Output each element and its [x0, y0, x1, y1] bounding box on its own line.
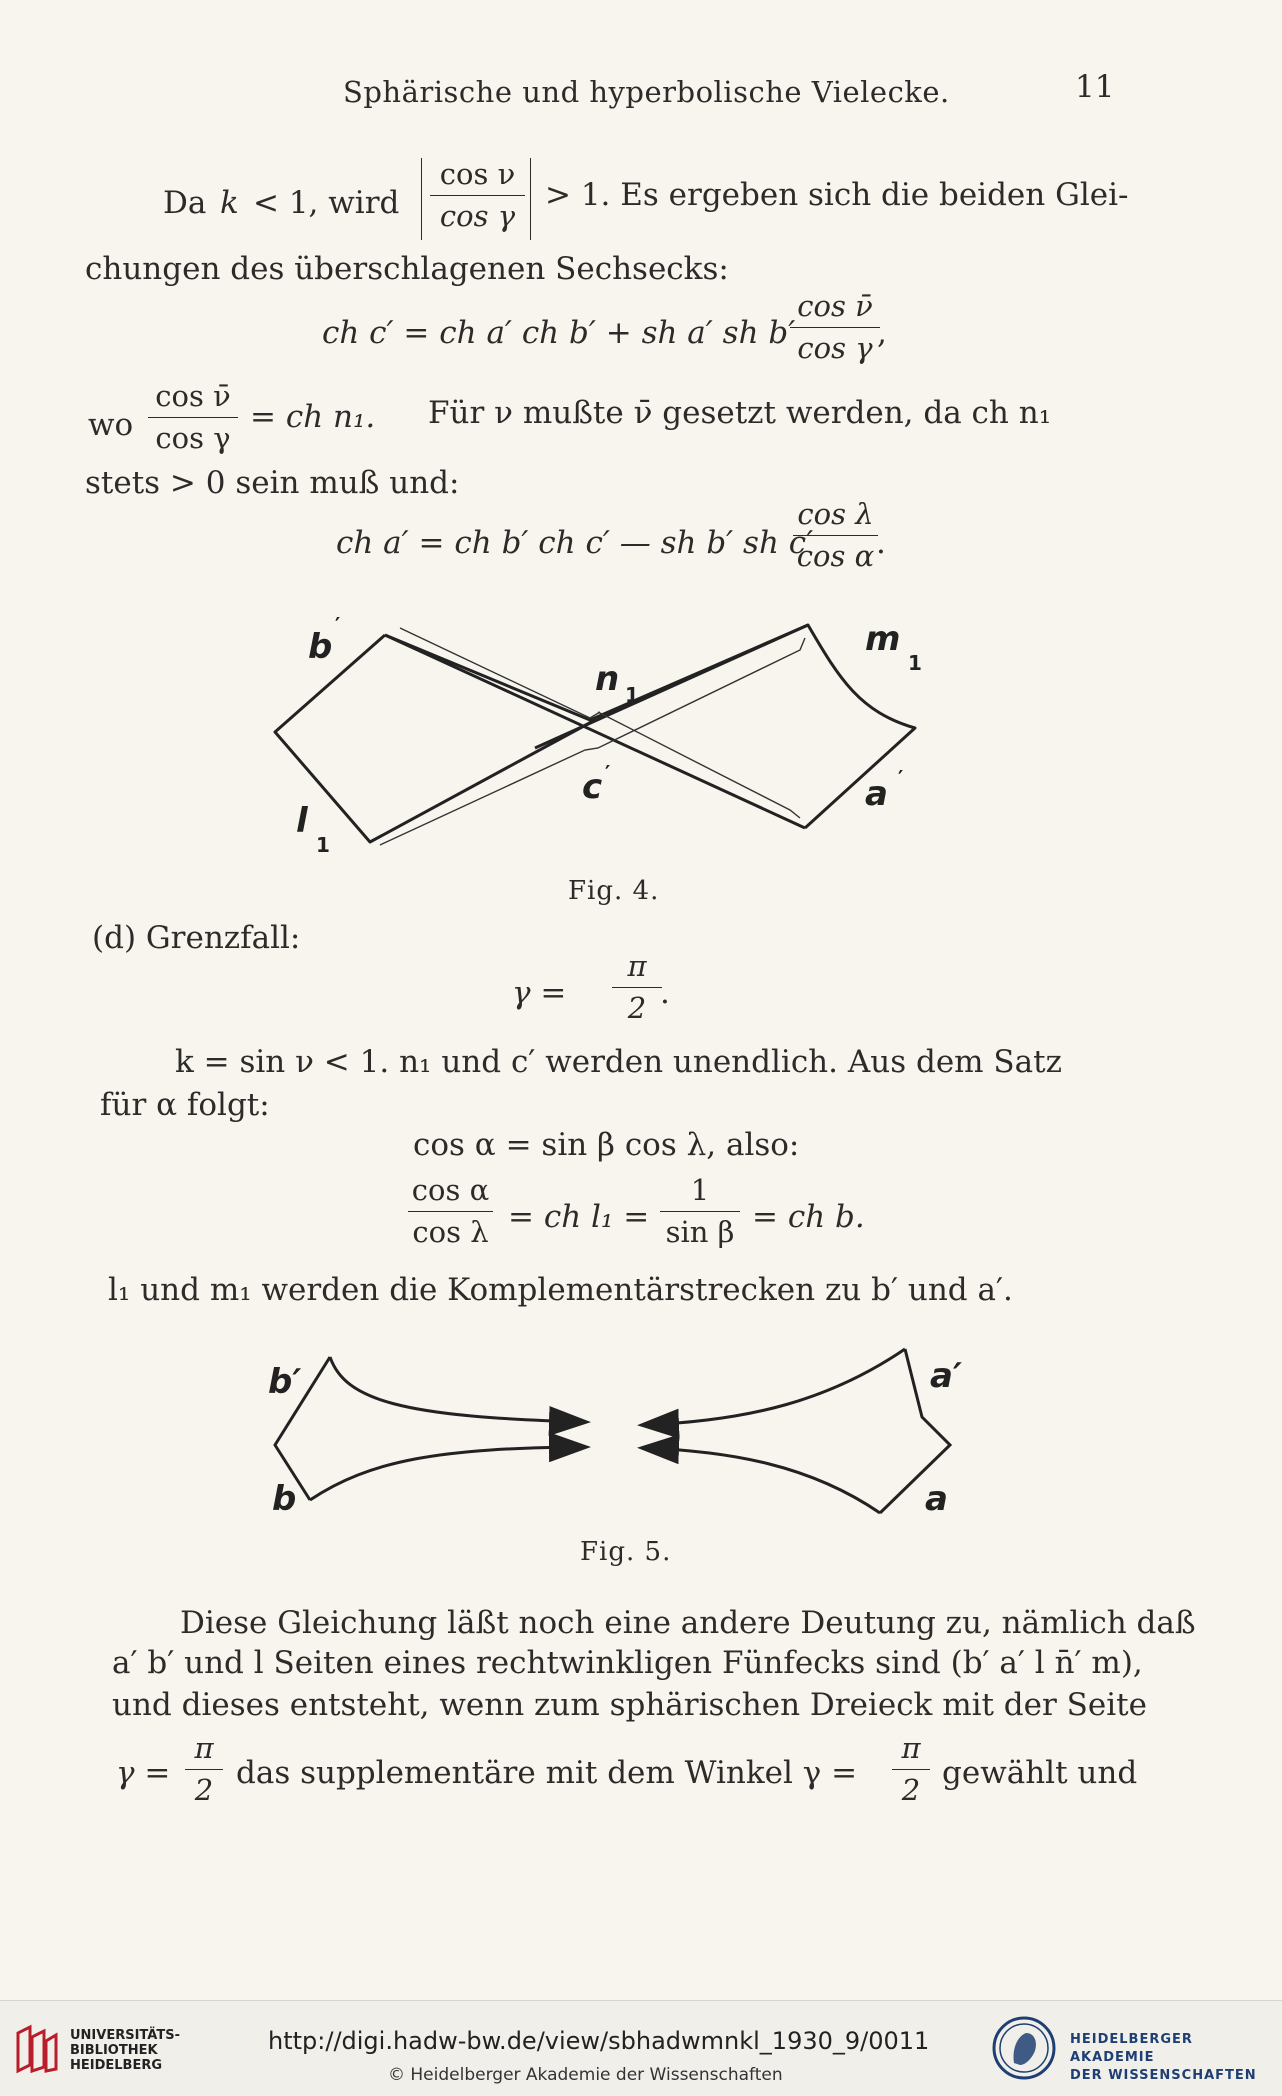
- closing-end-text: gewählt und: [942, 1755, 1138, 1791]
- copyright-line: © Heidelberger Akademie der Wissenschaften: [388, 2065, 783, 2085]
- fig5-label-b: b: [272, 1479, 297, 1519]
- section-d-line2: für α folgt:: [100, 1087, 270, 1123]
- fig5-label-a: a: [925, 1479, 948, 1519]
- cos-ratio-numerator: cos α: [411, 1173, 490, 1207]
- fig4-label-m: m: [865, 619, 901, 659]
- figure-5-caption: Fig. 5.: [580, 1537, 672, 1567]
- fig4-label-b-prime: ′: [335, 613, 341, 637]
- permalink-url[interactable]: http://digi.hadw-bw.de/view/sbhadwmnkl_1930_9/0011: [268, 2027, 930, 2055]
- section-d-label: (d) Grenzfall:: [92, 920, 301, 956]
- academy-name: [1070, 2031, 1282, 2086]
- fig4-label-l-sub: 1: [316, 833, 330, 857]
- wo-word: wo: [88, 407, 134, 443]
- eq1-numerator: cos ν̄: [797, 289, 873, 323]
- cos-ratio-denominator: cos λ: [412, 1215, 489, 1249]
- academy-line2: DER WISSENSCHAFTEN: [1070, 2068, 1257, 2084]
- one-over-sin-numerator: 1: [690, 1173, 710, 1207]
- ch-l1-middle: = ch l₁ =: [508, 1199, 650, 1235]
- abs-fraction-numerator: cos ν: [439, 157, 516, 191]
- closing-gamma1-denominator: 2: [194, 1773, 214, 1807]
- footer-bar: [0, 2000, 1282, 2096]
- closing-line2: a′ b′ und l Seiten eines rechtwinkligen Fünfecks sind (b′ a′ l n̄′ m),: [112, 1645, 1143, 1681]
- gamma-period: .: [660, 975, 670, 1011]
- eq2-denominator: cos γ: [155, 421, 231, 455]
- fig4-label-n-sub: 1: [625, 683, 639, 707]
- closing-gamma2-denominator: 2: [901, 1773, 921, 1807]
- fraction-bar: [148, 417, 238, 418]
- fraction-bar: [185, 1769, 223, 1770]
- abs-bar-right: [530, 158, 531, 240]
- eq2-numerator: cos ν̄: [155, 379, 231, 413]
- fraction-bar: [790, 327, 880, 328]
- eq2-text: Für ν mußte ν̄ gesetzt werden, da ch n₁: [428, 395, 1052, 431]
- fig4-label-n: n: [595, 659, 620, 699]
- figure-5-diagram: [250, 1335, 990, 1525]
- running-title: Sphärische und hyperbolische Vielecke.: [343, 75, 950, 109]
- fraction-bar: [430, 195, 525, 196]
- gamma-denominator: 2: [627, 991, 647, 1025]
- equation-3-fraction: [793, 497, 878, 573]
- fig4-label-m-sub: 1: [908, 651, 922, 675]
- da-word: Da: [163, 185, 207, 221]
- gamma-lhs: γ =: [512, 975, 567, 1011]
- one-over-sin-denominator: sin β: [665, 1215, 735, 1249]
- abs-fraction-denominator: cos γ: [439, 199, 516, 233]
- cos-alpha-equation: cos α = sin β cos λ, also:: [413, 1127, 800, 1163]
- fraction-bar: [612, 987, 662, 988]
- eq3-denominator: cos α: [796, 539, 875, 573]
- closing-gamma1-fraction: [185, 1731, 223, 1807]
- one-over-sin-fraction: [660, 1173, 740, 1249]
- gamma-numerator: π: [627, 949, 647, 983]
- fig5-left-upper-curve: [330, 1357, 585, 1422]
- figure-4-caption: Fig. 4.: [568, 876, 660, 906]
- abs-fraction: [430, 157, 525, 233]
- fraction-bar: [793, 535, 878, 536]
- fig5-right-upper-curve: [643, 1349, 905, 1425]
- lt-one-text: < 1, wird: [253, 185, 400, 221]
- fig5-right-lower-curve: [643, 1448, 880, 1513]
- fig4-label-c-prime: ′: [605, 761, 611, 785]
- eq1-comma: ,: [877, 315, 887, 351]
- fraction-bar: [408, 1211, 493, 1212]
- eq1-denominator: cos γ: [797, 331, 873, 365]
- cos-ratio-fraction: [408, 1173, 493, 1249]
- closing-line3: und dieses entsteht, wenn zum sphärischen Dreieck mit der Seite: [112, 1687, 1147, 1723]
- academy-line1: HEIDELBERGER AKADEMIE: [1070, 2032, 1193, 2066]
- section-d-line1: k = sin ν < 1. n₁ und c′ werden unendlich. Aus dem Satz: [175, 1044, 1062, 1080]
- fig5-label-b-prime: b′: [268, 1362, 302, 1402]
- academy-seal-icon: [990, 2011, 1058, 2085]
- closing-gamma2-fraction: [892, 1731, 930, 1807]
- eq3-numerator: cos λ: [797, 497, 874, 531]
- eq3-period: .: [876, 525, 886, 561]
- fig4-label-c: c: [582, 767, 603, 807]
- closing-line1: Diese Gleichung läßt noch eine andere Deutung zu, nämlich daß: [180, 1605, 1196, 1641]
- closing-gamma2-numerator: π: [901, 1731, 921, 1765]
- gamma-fraction: [612, 949, 662, 1025]
- equation-3-lhs: ch a′ = ch b′ ch c′ — sh b′ sh c′: [336, 525, 814, 561]
- equation-1-fraction: [790, 289, 880, 365]
- gt-one-text: > 1. Es ergeben sich die beiden Glei-: [545, 177, 1129, 213]
- figure-4-diagram: [260, 600, 940, 870]
- equation-2-fraction: [148, 379, 238, 455]
- fig4-label-a: a: [865, 774, 888, 814]
- closing-gamma1-lhs: γ =: [116, 1755, 171, 1791]
- fig4-bracket-c1: [380, 638, 805, 845]
- eq2-rhs: = ch n₁.: [250, 399, 376, 435]
- fraction-bar: [892, 1769, 930, 1770]
- fig5-label-a-prime: a′: [930, 1356, 962, 1396]
- fraction-bar: [660, 1211, 740, 1212]
- fig4-label-l: l: [296, 801, 308, 841]
- abs-bar-left: [421, 158, 422, 240]
- closing-gamma1-numerator: π: [194, 1731, 214, 1765]
- fig5-left-lower-curve: [310, 1447, 585, 1500]
- equation-1-lhs: ch c′ = ch a′ ch b′ + sh a′ sh b′: [322, 315, 796, 351]
- library-name: UNIVERSITÄTS- BIBLIOTHEK HEIDELBERG: [70, 2028, 180, 2073]
- ub-logo-icon: [14, 2023, 60, 2075]
- closing-mid-text: das supplementäre mit dem Winkel γ =: [236, 1755, 858, 1791]
- ch-b-end: = ch b.: [752, 1199, 865, 1235]
- page-number: 11: [1075, 69, 1115, 105]
- k-symbol: k: [220, 185, 239, 221]
- eq2-line2: stets > 0 sein muß und:: [85, 465, 460, 501]
- fig4-label-a-prime: ′: [898, 766, 904, 790]
- section-d-line3: l₁ und m₁ werden die Komplementärstrecken zu b′ und a′.: [108, 1272, 1013, 1308]
- fig4-label-b: b: [308, 627, 333, 667]
- paragraph1-line2: chungen des überschlagenen Sechsecks:: [85, 251, 729, 287]
